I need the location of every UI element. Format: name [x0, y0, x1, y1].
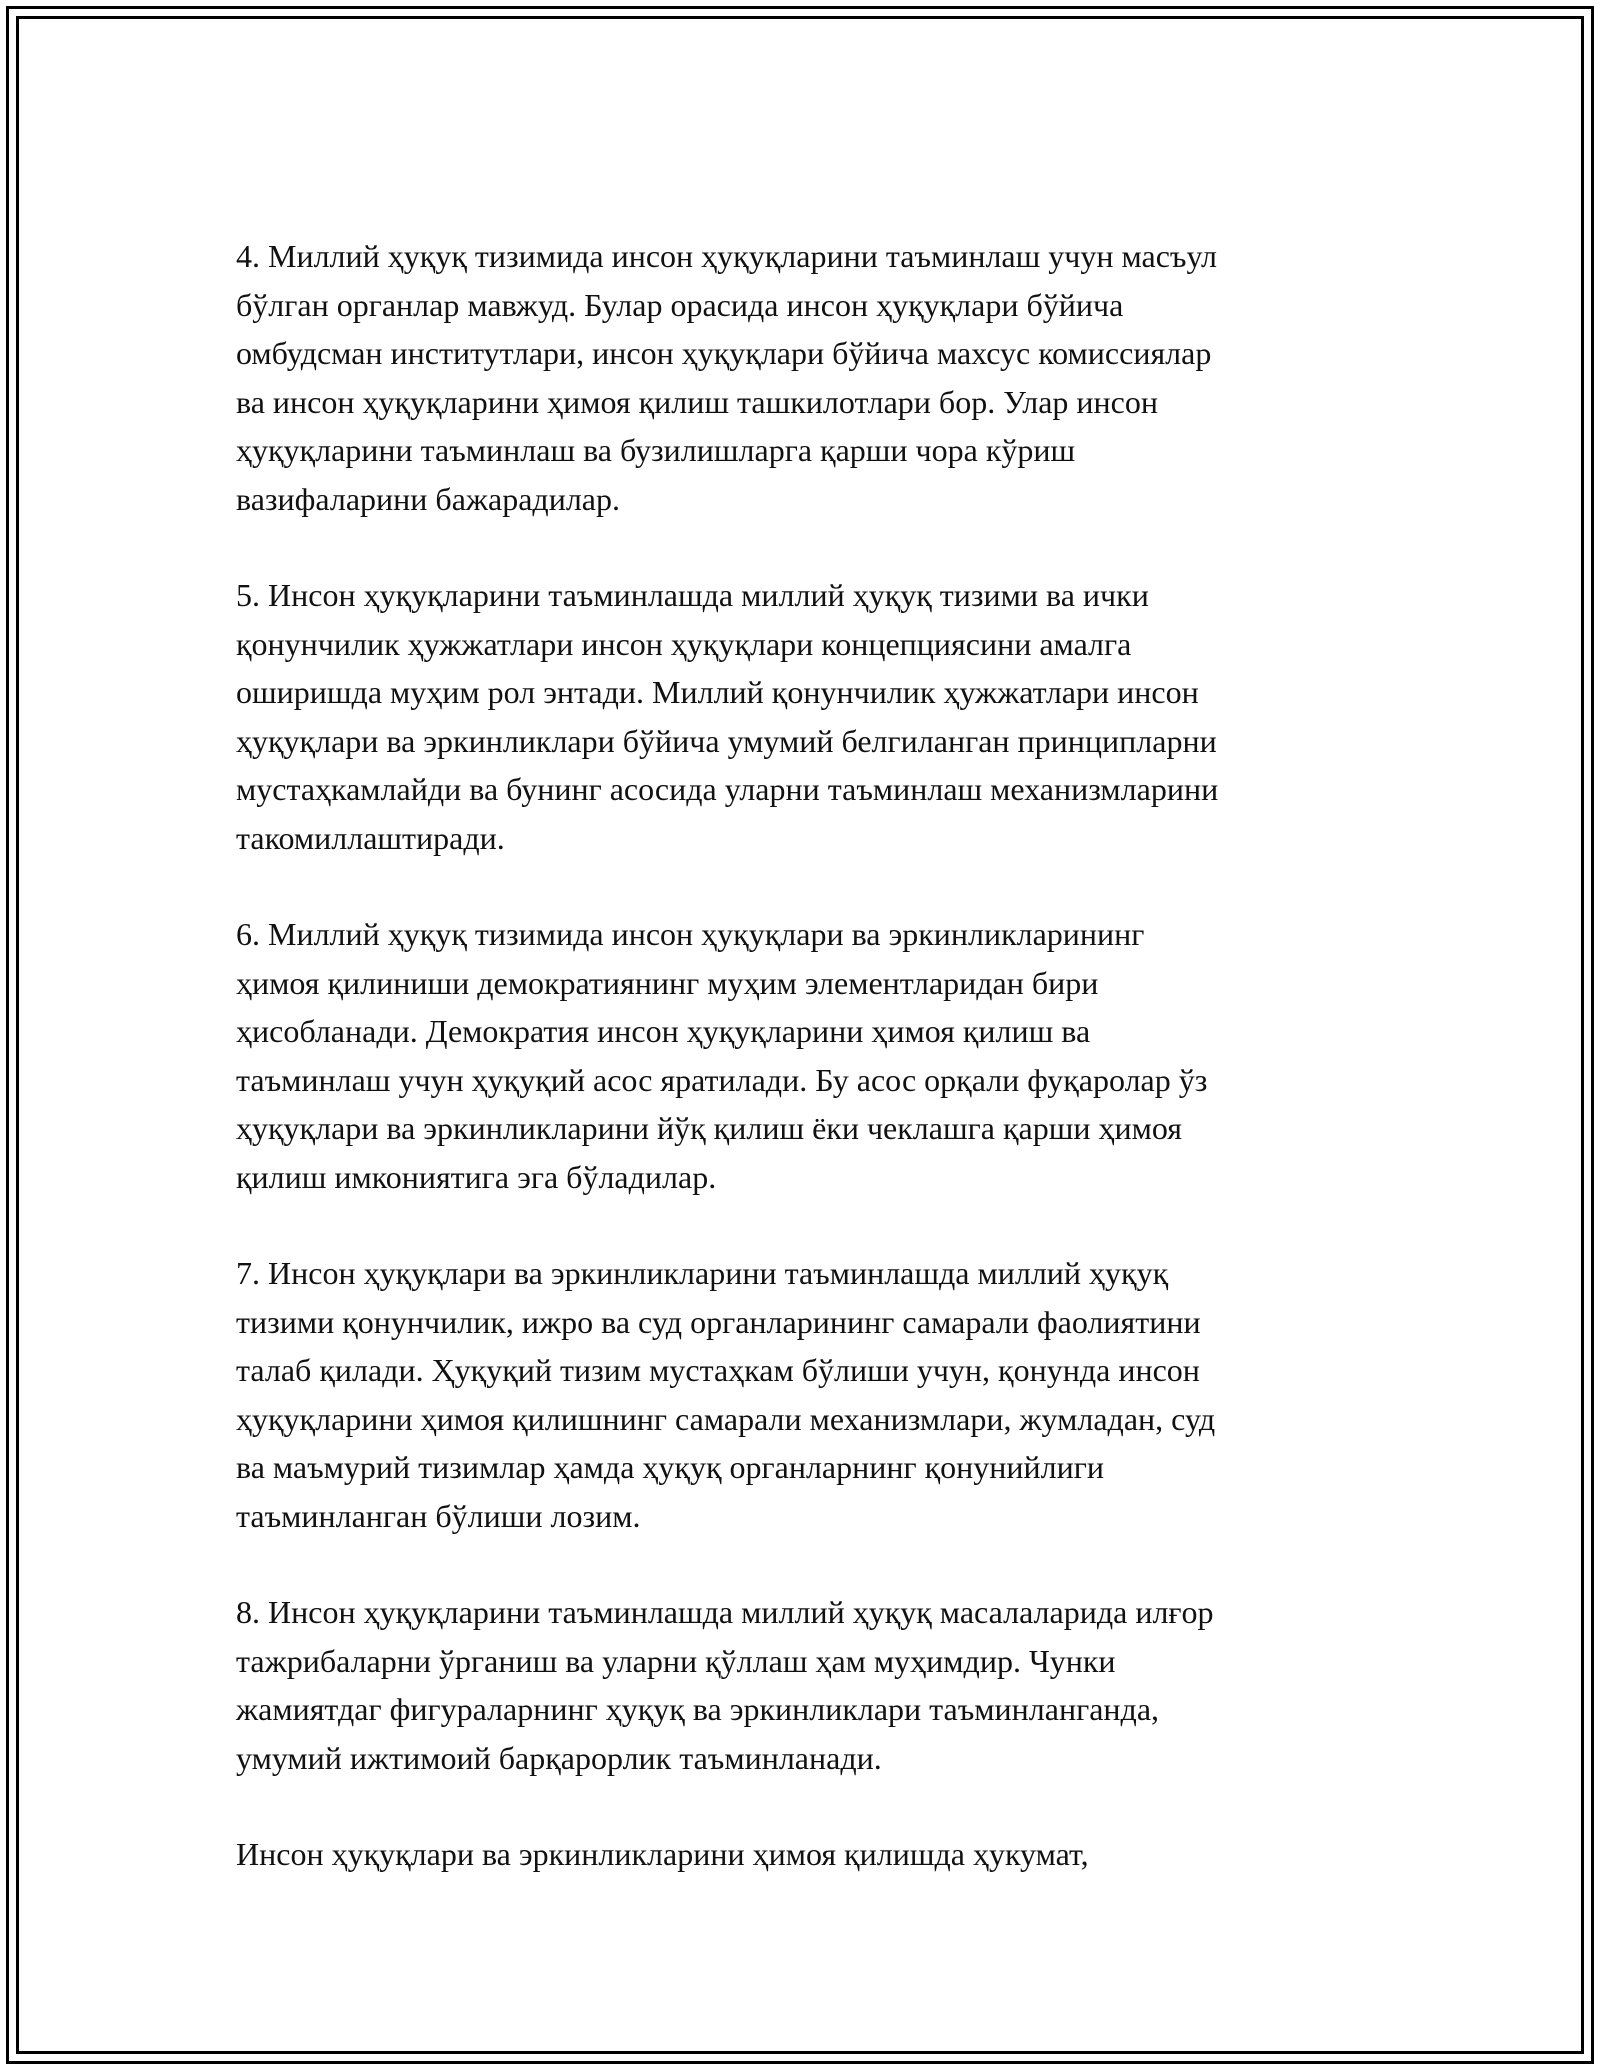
- paragraph-8: 8. Инсон ҳуқуқларини таъминлашда миллий ҳуқуқ масалаларида илғор тажрибаларни ўрганиш ва уларни қўллаш ҳам муҳимдир. Чунки жамиятдаг фигураларнинг ҳуқуқ ва эркинликлари таъминланганда, умумий ижтимоий барқарорлик таъминланади.: [236, 1594, 1214, 1776]
- document-body: [236, 232, 1396, 1927]
- paragraph-final: Инсон ҳуқуқлари ва эркинликларини ҳимоя қилишда ҳукумат,: [236, 1836, 1089, 1872]
- paragraph-7: 7. Инсон ҳуқуқлари ва эркинликларини таъминлашда миллий ҳуқуқ тизими қонунчилик, ижро ва суд органларининг самарали фаолиятини талаб қилади. Ҳуқуқий тизим мустаҳкам бўлиши учун, қонунда инсон ҳуқуқларини ҳимоя қилишнинг самарали механизмлари, жумладан, суд ва маъмурий тизимлар ҳамда ҳуқуқ органларнинг қонунийлиги таъминланган бўлиши лозим.: [236, 1255, 1216, 1534]
- paragraph-5: 5. Инсон ҳуқуқларини таъминлашда миллий ҳуқуқ тизими ва ички қонунчилик ҳужжатлари инсон ҳуқуқлари концепциясини амалга оширишда муҳим рол энтади. Миллий қонунчилик ҳужжатлари инсон ҳуқуқлари ва эркинликлари бўйича умумий белгиланган принципларни мустаҳкамлайди ва бунинг асосида уларни таъминлаш механизмларини такомиллаштиради.: [236, 577, 1219, 856]
- paragraph-6: 6. Миллий ҳуқуқ тизимида инсон ҳуқуқлари ва эркинликларининг ҳимоя қилиниши демократиянинг муҳим элементларидан бири ҳисобланади. Демократия инсон ҳуқуқларини ҳимоя қилиш ва таъминлаш учун ҳуқуқий асос яратилади. Бу асос орқали фуқаролар ўз ҳуқуқлари ва эркинликларини йўқ қилиш ёки чеклашга қарши ҳимоя қилиш имкониятига эга бўладилар.: [236, 916, 1208, 1195]
- paragraph-4: 4. Миллий ҳуқуқ тизимида инсон ҳуқуқларини таъминлаш учун масъул бўлган органлар мавжуд. Булар орасида инсон ҳуқуқлари бўйича омбудсман институтлари, инсон ҳуқуқлари бўйича махсус комиссиялар ва инсон ҳуқуқларини ҳимоя қилиш ташкилотлари бор. Улар инсон ҳуқуқларини таъминлаш ва бузилишларга қарши чора кўриш вазифаларини бажарадилар.: [236, 238, 1218, 517]
